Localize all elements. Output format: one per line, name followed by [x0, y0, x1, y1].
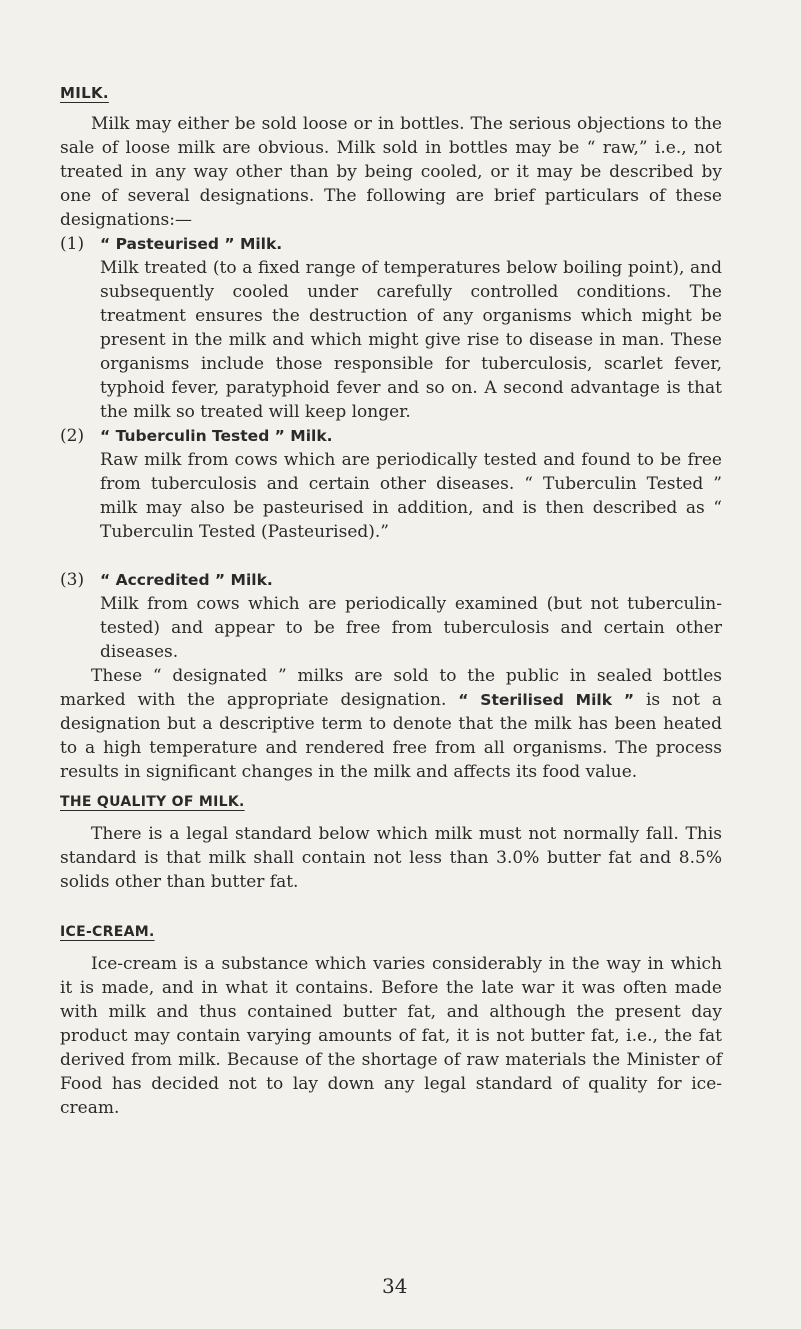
sterilised-milk-term: “ Sterilised Milk ”: [458, 691, 635, 709]
page-number: 34: [382, 1274, 408, 1298]
item-3-text: Milk from cows which are periodically examined (but not tuberculin-tested) and appear to be free from tuberculosis and certain other diseases.: [100, 594, 722, 662]
item-1-text: Milk treated (to a fixed range of temperatures below boiling point), and subsequently cooled under carefully controlled conditions. The treatment ensures the destruction of any organisms which might be present in the milk and which might give rise to disease in man. These organisms include those responsible for tuberculosis, scarlet fever, typhoid fever, paratyphoid fever and so on. A second advantage is that the milk so treated will keep longer.: [100, 258, 722, 422]
quality-heading: THE QUALITY OF MILK.: [60, 794, 245, 810]
designated-milks-paragraph: [60, 664, 722, 784]
icecream-heading: ICE-CREAM.: [60, 924, 155, 940]
milk-intro-paragraph: Milk may either be sold loose or in bottles. The serious objections to the sale of loose milk are obvious. Milk sold in bottles may be “ raw,” i.e., not treated in any way other than by being cooled, or it may be described by one of several designations. The following are brief particulars of these designations:—: [60, 114, 722, 230]
designated-milks-text: These “ designated ” milks are sold to the public in sealed bottles marked with the appropriate designation.: [60, 666, 722, 710]
quality-paragraph: There is a legal standard below which milk must not normally fall. This standard is that milk shall contain not less than 3.0% butter fat and 8.5% solids other than butter fat.: [60, 824, 722, 892]
item-3-number: (3): [60, 570, 85, 590]
item-2-title: “ Tuberculin Tested ” Milk.: [100, 427, 333, 445]
item-1-title: “ Pasteurised ” Milk.: [100, 235, 283, 253]
milk-heading: MILK.: [60, 84, 109, 102]
item-2-text: Raw milk from cows which are periodically tested and found to be free from tuberculosis and certain other diseases. “ Tuberculin Tested ” milk may also be pasteurised in addition, and is then described as “ Tuberculin Tested (Pasteurised).”: [100, 450, 722, 542]
item-1-number: (1): [60, 234, 85, 254]
item-3-title: “ Accredited ” Milk.: [100, 571, 273, 589]
icecream-paragraph: Ice-cream is a substance which varies considerably in the way in which it is made, and in what it contains. Before the late war it was often made with milk and thus contained butter fat, and although the present day product may contain varying amounts of fat, it is not butter fat, i.e., the fat derived from milk. Because of the shortage of raw materials the Minister of Food has decided not to lay down any legal standard of quality for ice-cream.: [60, 954, 722, 1118]
item-2-number: (2): [60, 426, 85, 446]
sterilised-milk-description: is not a designation but a descriptive term to denote that the milk has been heated to a high temperature and rendered free from all organisms. The process results in significant changes in the milk and affects its food value.: [60, 690, 723, 782]
